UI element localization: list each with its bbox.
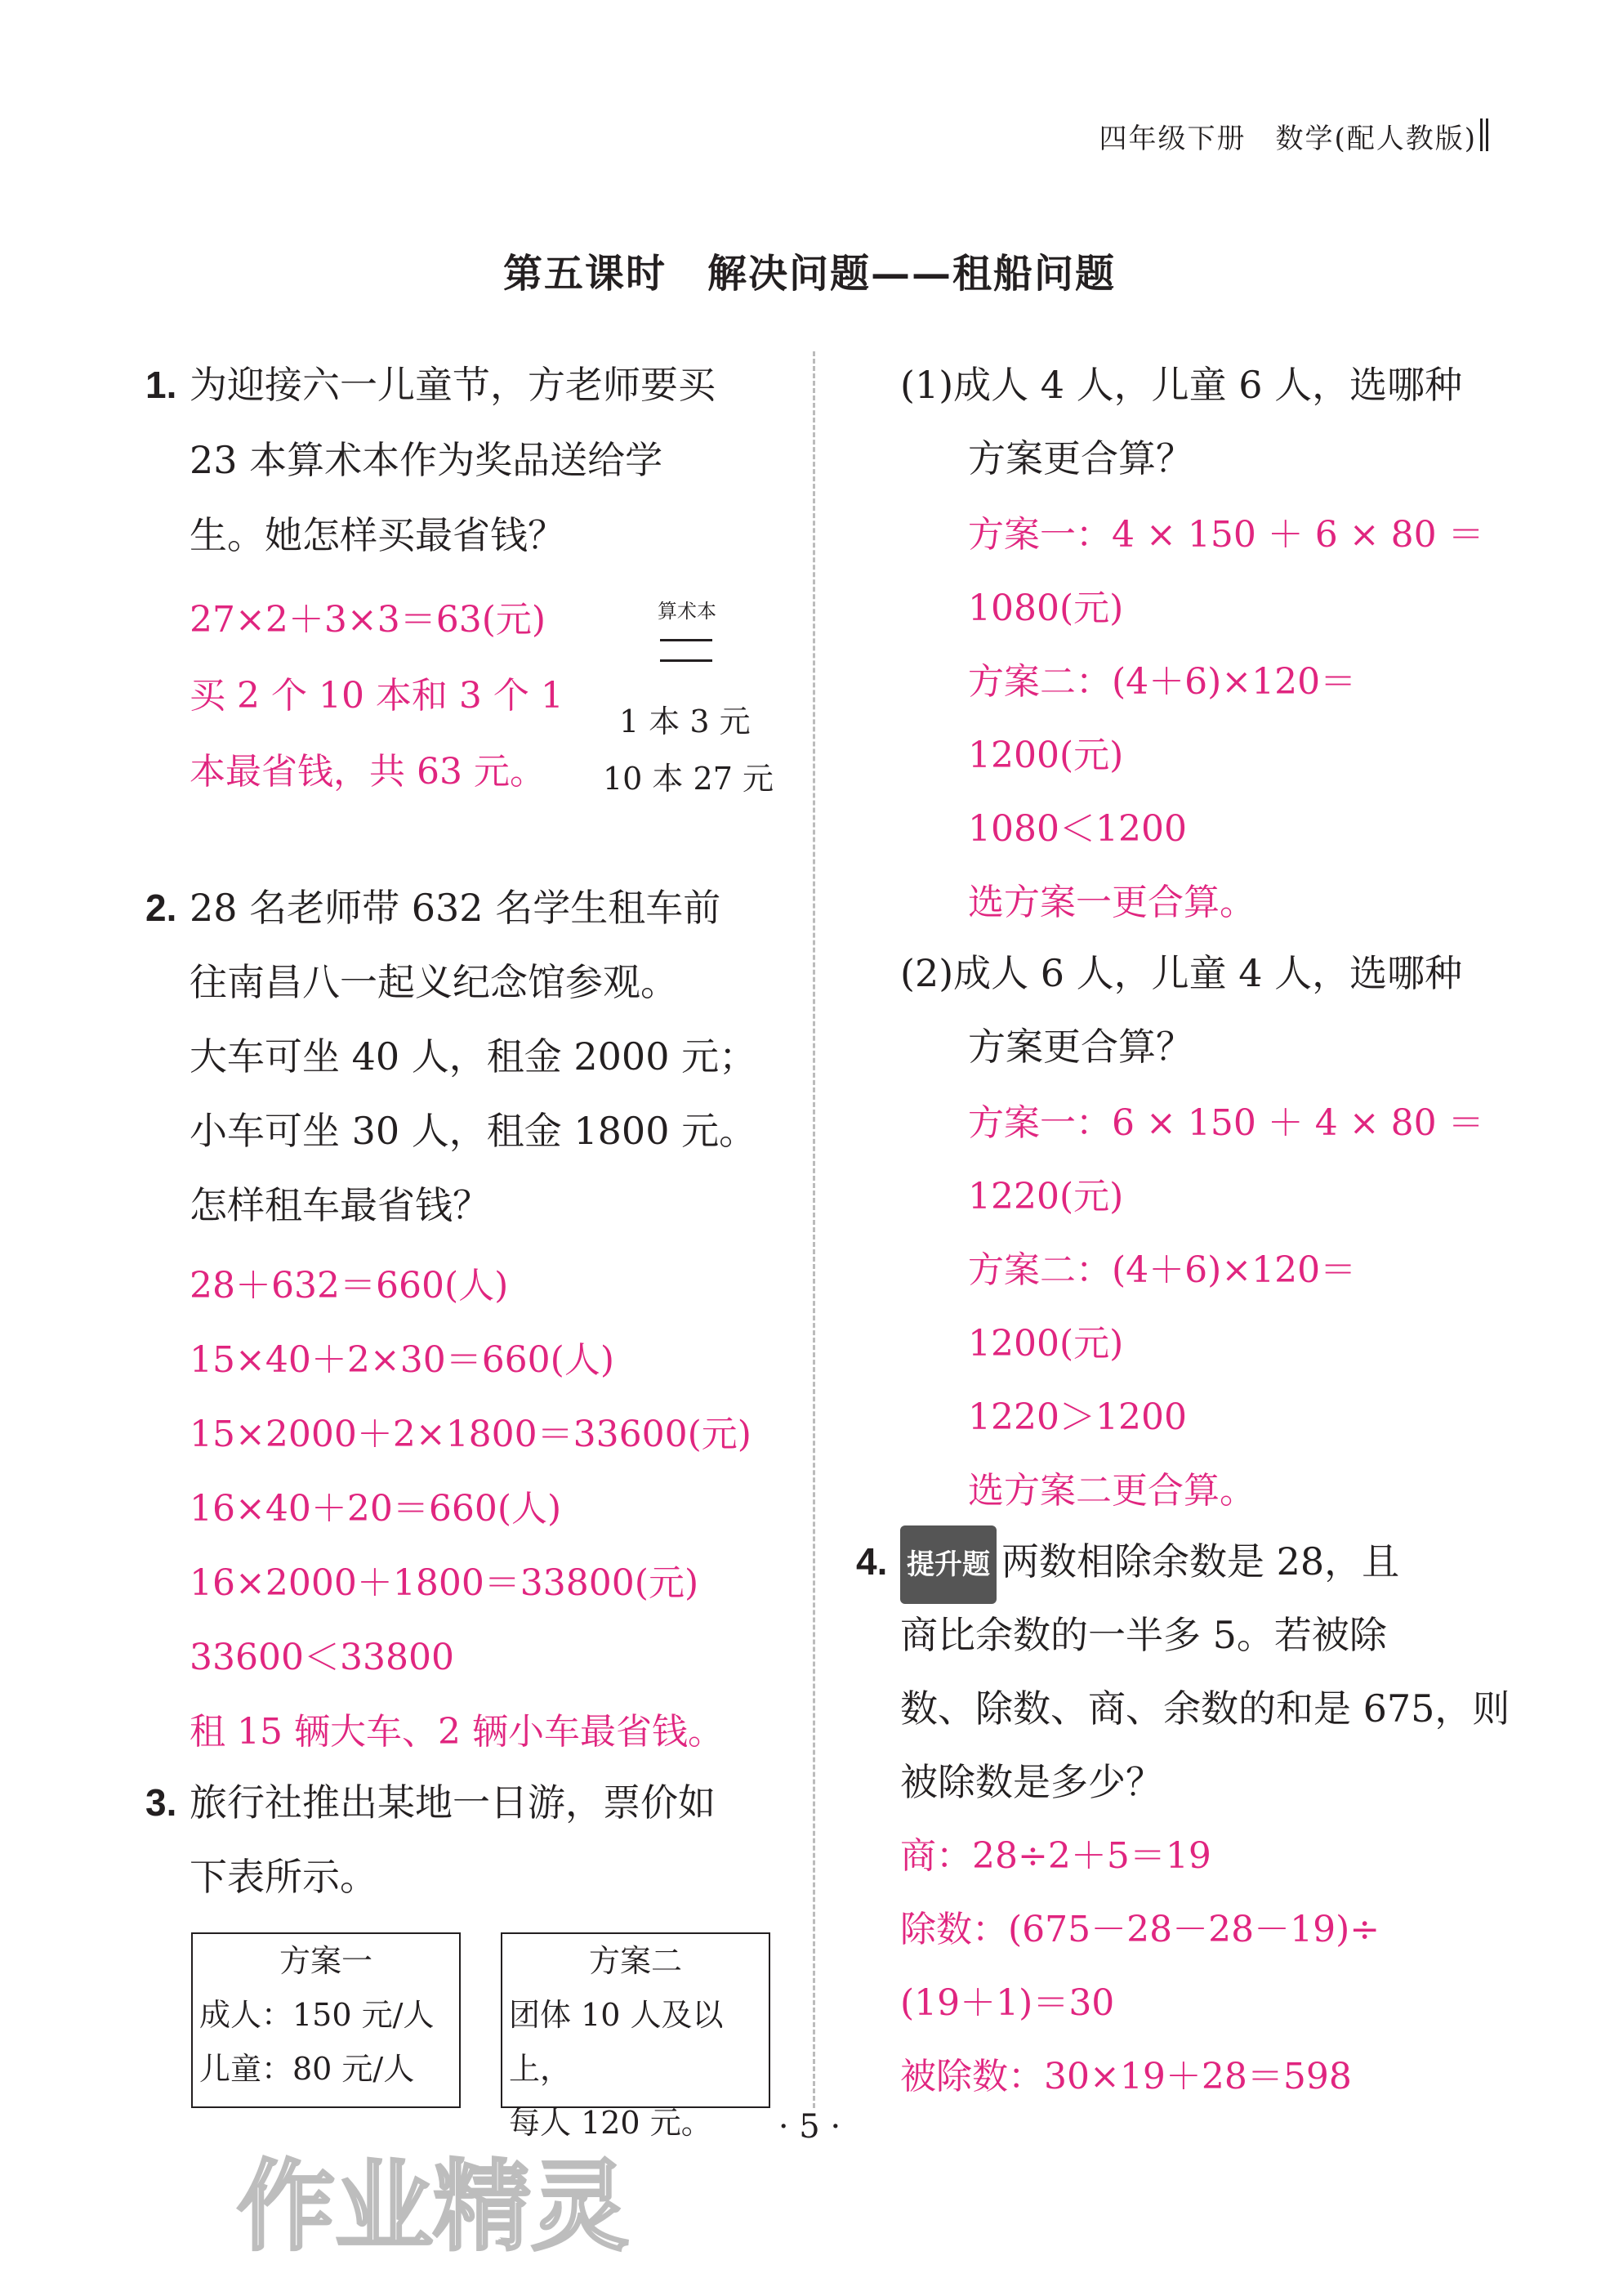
plan-one-child: 儿童：80 元/人 [199, 2051, 415, 2087]
q2-answer-3: 15×2000＋2×1800＝33600(元) [190, 1414, 752, 1455]
notebook-label: 算术本 [658, 600, 716, 623]
q3-number: 3. [145, 1781, 177, 1824]
q2-answer-6: 33600＜33800 [190, 1637, 454, 1678]
q4-line-1-wrap [900, 1524, 1399, 1604]
plan-two-box [501, 1932, 770, 2141]
q1-line-2: 23 本算术本作为奖品送给学 [190, 438, 663, 482]
q4-line-3: 数、除数、商、余数的和是 675，则 [900, 1686, 1510, 1731]
q4-number: 4. [856, 1540, 888, 1583]
q2-line-1: 28 名老师带 632 名学生租车前 [190, 886, 721, 930]
lesson-title: 第五课时 解决问题——租船问题 [502, 251, 1116, 297]
q2-line-4: 小车可坐 30 人，租金 1800 元。 [190, 1109, 757, 1153]
q4-line-1: 两数相除余数是 28，且 [1001, 1539, 1400, 1584]
q1-line-1: 为迎接六一儿童节，方老师要买 [190, 363, 716, 407]
q3-sub1-answer-3: 方案二：(4＋6)×120＝ [968, 661, 1357, 703]
q3-sub2-line-1: (2)成人 6 人，儿童 4 人，选哪种 [900, 951, 1463, 995]
plan-one-adult: 成人：150 元/人 [199, 1997, 435, 2033]
header-bars [1480, 118, 1488, 151]
q3-sub1-line-1: (1)成人 4 人，儿童 6 人，选哪种 [900, 363, 1463, 407]
q3-sub1-answer-1: 方案一：4 × 150 ＋ 6 × 80 ＝ [968, 514, 1484, 556]
q1-answer-1: 27×2＋3×3＝63(元) [190, 599, 546, 641]
q4-line-2: 商比余数的一半多 5。若被除 [900, 1613, 1387, 1657]
notebook-icon [660, 639, 712, 662]
q4-line-4: 被除数是多少？ [900, 1760, 1163, 1804]
q1-number: 1. [145, 364, 177, 406]
q3-sub1-answer-4: 1200(元) [968, 735, 1124, 776]
plan-one-title: 方案一 [279, 1943, 372, 1979]
q1-answer-2: 买 2 个 10 本和 3 个 1 [190, 675, 564, 717]
q4-answer-2: 除数：(675－28－28－19)÷ [900, 1909, 1380, 1950]
q3-sub2-answer-6: 选方案二更合算。 [968, 1470, 1256, 1512]
q3-sub1-line-2: 方案更合算？ [968, 436, 1193, 480]
q2-number: 2. [145, 887, 177, 929]
plan-two-title: 方案二 [588, 1943, 682, 1979]
q2-answer-5: 16×2000＋1800＝33800(元) [190, 1562, 699, 1604]
plan-two-group: 团体 10 人及以上， [509, 1997, 724, 2087]
q3-line-2: 下表所示。 [190, 1855, 377, 1899]
page-header: 四年级下册 数学(配人教版) [1099, 123, 1477, 155]
column-divider [813, 351, 815, 2108]
q4-tag: 提升题 [900, 1525, 997, 1604]
q2-line-5: 怎样租车最省钱？ [190, 1183, 490, 1227]
q2-line-3: 大车可坐 40 人，租金 2000 元； [190, 1034, 757, 1079]
notebook-price-10: 10 本 27 元 [603, 761, 774, 797]
q3-sub2-answer-1: 方案一：6 × 150 ＋ 4 × 80 ＝ [968, 1102, 1484, 1144]
notebook-price-1: 1 本 3 元 [619, 704, 751, 739]
q4-answer-4: 被除数：30×19＋28＝598 [900, 2056, 1352, 2097]
q2-answer-4: 16×40＋20＝660(人) [190, 1488, 562, 1530]
q3-sub2-answer-5: 1220＞1200 [968, 1396, 1187, 1438]
q3-sub1-answer-5: 1080＜1200 [968, 808, 1187, 850]
q1-answer-3: 本最省钱，共 63 元。 [190, 751, 546, 793]
q2-answer-7: 租 15 辆大车、2 辆小车最省钱。 [190, 1711, 724, 1753]
q3-sub2-answer-2: 1220(元) [968, 1176, 1124, 1217]
q3-sub2-answer-4: 1200(元) [968, 1323, 1124, 1365]
q3-sub1-answer-2: 1080(元) [968, 587, 1124, 629]
watermark-logo: 作业精灵 [237, 2151, 629, 2264]
plan-one-box [191, 1932, 461, 2108]
q4-answer-3: (19＋1)＝30 [900, 1982, 1115, 2024]
q3-sub2-answer-3: 方案二：(4＋6)×120＝ [968, 1249, 1357, 1291]
q3-line-1: 旅行社推出某地一日游，票价如 [190, 1780, 716, 1825]
q1-line-3: 生。她怎样买最省钱？ [190, 513, 565, 557]
page-number: · 5 · [778, 2108, 841, 2146]
q2-answer-1: 28＋632＝660(人) [190, 1265, 509, 1307]
q2-answer-2: 15×40＋2×30＝660(人) [190, 1339, 615, 1381]
q4-answer-1: 商：28÷2＋5＝19 [900, 1835, 1211, 1877]
plan-two-price: 每人 120 元。 [509, 2105, 712, 2141]
q3-sub2-line-2: 方案更合算？ [968, 1025, 1193, 1069]
q2-line-2: 往南昌八一起义纪念馆参观。 [190, 960, 678, 1004]
q3-sub1-answer-6: 选方案一更合算。 [968, 882, 1256, 923]
